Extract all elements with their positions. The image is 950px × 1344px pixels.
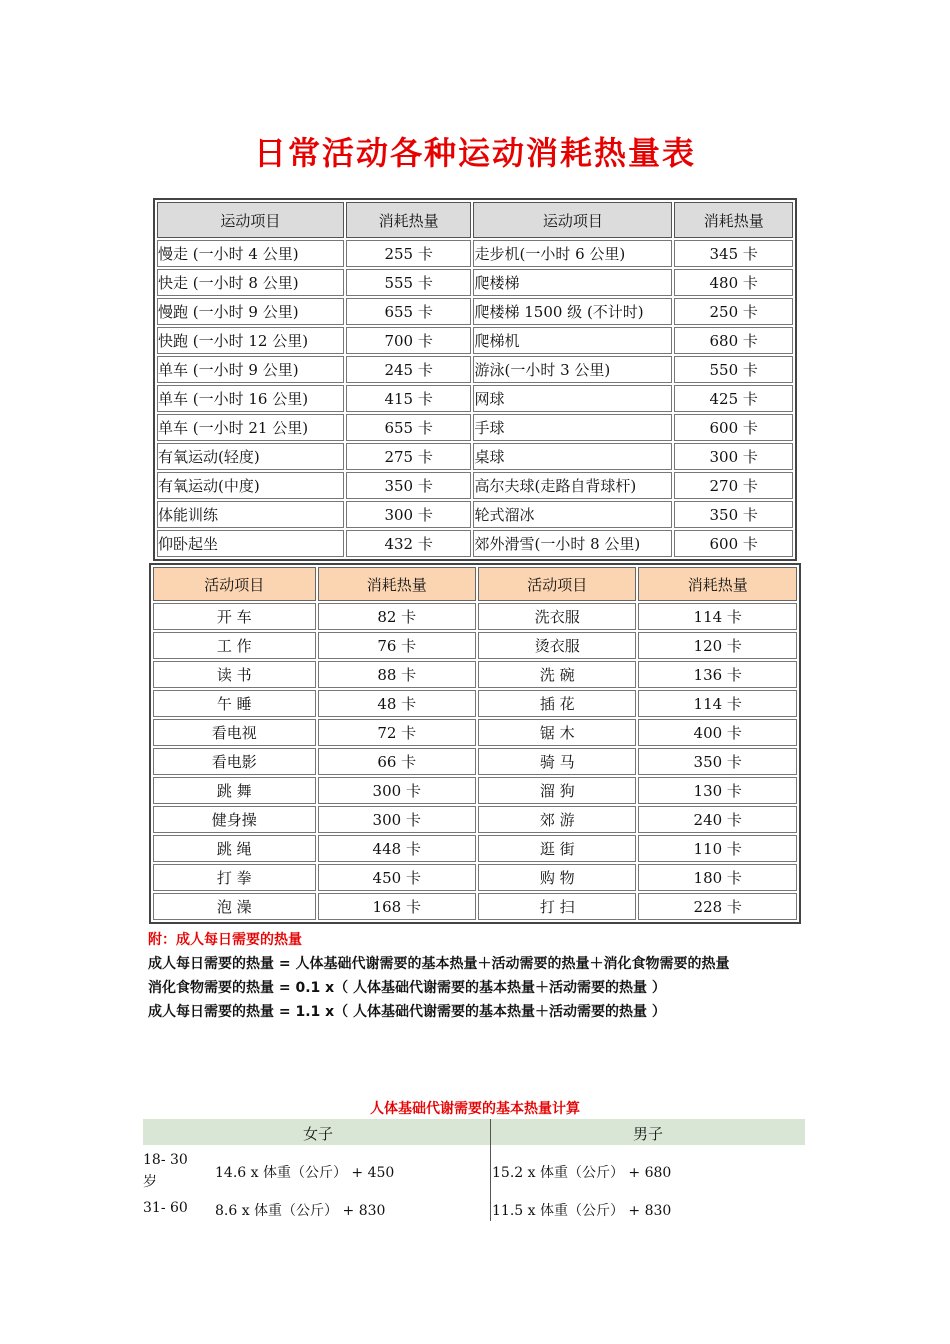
activity-cell: 锯 木 [478, 719, 636, 746]
calorie-cell: 136 卡 [638, 661, 797, 688]
column-header: 运动项目 [473, 202, 672, 238]
exercise-calorie-table [153, 198, 797, 561]
daily-calorie-notes [148, 928, 808, 1024]
activity-cell: 快走 (一小时 8 公里) [157, 269, 344, 296]
age-range: 18- 30 岁 [143, 1152, 188, 1190]
activity-cell: 烫衣服 [478, 632, 636, 659]
table-row [157, 298, 793, 325]
activity-cell: 慢走 (一小时 4 公里) [157, 240, 344, 267]
activity-cell: 快跑 (一小时 12 公里) [157, 327, 344, 354]
female-formula: 8.6 x 体重（公斤） + 830 [215, 1203, 386, 1219]
notes-heading: 附：成人每日需要的热量 [148, 932, 302, 948]
activity-cell: 单车 (一小时 9 公里) [157, 356, 344, 383]
calorie-cell: 655 卡 [346, 298, 472, 325]
calorie-cell: 66 卡 [318, 748, 476, 775]
bmr-table-header [143, 1119, 805, 1145]
calorie-cell: 120 卡 [638, 632, 797, 659]
activity-cell: 桌球 [473, 443, 672, 470]
activity-cell: 游泳(一小时 3 公里) [473, 356, 672, 383]
table-row [153, 864, 797, 891]
activity-cell: 洗 碗 [478, 661, 636, 688]
activity-cell: 仰卧起坐 [157, 530, 344, 557]
activity-cell: 网球 [473, 385, 672, 412]
activity-cell: 有氧运动(轻度) [157, 443, 344, 470]
table-row [157, 501, 793, 528]
column-header: 活动项目 [478, 567, 636, 601]
activity-cell: 洗衣服 [478, 603, 636, 630]
activity-cell: 午 睡 [153, 690, 316, 717]
activity-cell: 跳 舞 [153, 777, 316, 804]
table-row [157, 385, 793, 412]
calorie-cell: 450 卡 [318, 864, 476, 891]
column-header: 消耗热量 [674, 202, 793, 238]
calorie-cell: 555 卡 [346, 269, 472, 296]
table-row [157, 414, 793, 441]
calorie-cell: 550 卡 [674, 356, 793, 383]
activity-cell: 看电影 [153, 748, 316, 775]
calorie-cell: 350 卡 [674, 501, 793, 528]
calorie-cell: 245 卡 [346, 356, 472, 383]
activity-cell: 打 扫 [478, 893, 636, 920]
activity-cell: 爬楼梯 [473, 269, 672, 296]
calorie-cell: 448 卡 [318, 835, 476, 862]
table-row [157, 443, 793, 470]
calorie-cell: 114 卡 [638, 690, 797, 717]
table-row [153, 632, 797, 659]
calorie-cell: 425 卡 [674, 385, 793, 412]
calorie-cell: 88 卡 [318, 661, 476, 688]
activity-cell: 看电视 [153, 719, 316, 746]
calorie-cell: 228 卡 [638, 893, 797, 920]
table-row [153, 748, 797, 775]
calorie-cell: 300 卡 [318, 777, 476, 804]
calorie-cell: 130 卡 [638, 777, 797, 804]
column-divider [490, 1119, 491, 1221]
column-header: 消耗热量 [346, 202, 472, 238]
table-header-row [157, 202, 793, 238]
table-row [157, 269, 793, 296]
activity-cell: 工 作 [153, 632, 316, 659]
calorie-cell: 110 卡 [638, 835, 797, 862]
activity-calorie-table [149, 563, 801, 924]
calorie-cell: 48 卡 [318, 690, 476, 717]
header-female: 女子 [303, 1125, 334, 1143]
table-row [153, 661, 797, 688]
activity-cell: 郊 游 [478, 806, 636, 833]
calorie-cell: 300 卡 [318, 806, 476, 833]
activity-cell: 爬梯机 [473, 327, 672, 354]
activity-cell: 读 书 [153, 661, 316, 688]
calorie-cell: 82 卡 [318, 603, 476, 630]
activity-cell: 打 拳 [153, 864, 316, 891]
calorie-cell: 350 卡 [638, 748, 797, 775]
table-row [157, 472, 793, 499]
table-row [153, 603, 797, 630]
table-header-row [153, 567, 797, 601]
activity-cell: 购 物 [478, 864, 636, 891]
calorie-cell: 680 卡 [674, 327, 793, 354]
table-row [153, 835, 797, 862]
header-male: 男子 [633, 1125, 664, 1143]
activity-cell: 有氧运动(中度) [157, 472, 344, 499]
table-row [153, 719, 797, 746]
activity-cell: 插 花 [478, 690, 636, 717]
activity-cell: 单车 (一小时 21 公里) [157, 414, 344, 441]
calorie-cell: 168 卡 [318, 893, 476, 920]
activity-cell: 健身操 [153, 806, 316, 833]
notes-formula-digestion: 消化食物需要的热量 = 0.1 x（ 人体基础代谢需要的基本热量＋活动需要的热量 ） [148, 980, 666, 996]
table-row [157, 530, 793, 557]
activity-cell: 体能训练 [157, 501, 344, 528]
table-row [157, 240, 793, 267]
calorie-cell: 240 卡 [638, 806, 797, 833]
page-title: 日常活动各种运动消耗热量表 [253, 134, 696, 172]
table-row [153, 777, 797, 804]
male-formula: 15.2 x 体重（公斤） + 680 [492, 1165, 672, 1181]
calorie-cell: 700 卡 [346, 327, 472, 354]
calorie-cell: 76 卡 [318, 632, 476, 659]
calorie-cell: 250 卡 [674, 298, 793, 325]
calorie-cell: 275 卡 [346, 443, 472, 470]
table-row [153, 806, 797, 833]
column-header: 消耗热量 [318, 567, 476, 601]
calorie-cell: 345 卡 [674, 240, 793, 267]
activity-cell: 郊外滑雪(一小时 8 公里) [473, 530, 672, 557]
bmr-table-title: 人体基础代谢需要的基本热量计算 [370, 1101, 580, 1117]
female-formula: 14.6 x 体重（公斤） + 450 [215, 1165, 395, 1181]
notes-formula-total: 成人每日需要的热量 = 人体基础代谢需要的基本热量＋活动需要的热量＋消化食物需要的热量 [148, 956, 730, 972]
notes-formula-simplified: 成人每日需要的热量 = 1.1 x（ 人体基础代谢需要的基本热量＋活动需要的热量 ） [148, 1004, 666, 1020]
table-row [157, 356, 793, 383]
calorie-cell: 415 卡 [346, 385, 472, 412]
calorie-cell: 600 卡 [674, 530, 793, 557]
calorie-cell: 114 卡 [638, 603, 797, 630]
activity-cell: 泡 澡 [153, 893, 316, 920]
activity-cell: 轮式溜冰 [473, 501, 672, 528]
calorie-cell: 300 卡 [674, 443, 793, 470]
activity-cell: 慢跑 (一小时 9 公里) [157, 298, 344, 325]
table-row [153, 690, 797, 717]
calorie-cell: 655 卡 [346, 414, 472, 441]
calorie-cell: 255 卡 [346, 240, 472, 267]
calorie-cell: 300 卡 [346, 501, 472, 528]
column-header: 消耗热量 [638, 567, 797, 601]
calorie-cell: 350 卡 [346, 472, 472, 499]
activity-cell: 高尔夫球(走路自背球杆) [473, 472, 672, 499]
activity-cell: 开 车 [153, 603, 316, 630]
column-header: 活动项目 [153, 567, 316, 601]
calorie-cell: 270 卡 [674, 472, 793, 499]
column-header: 运动项目 [157, 202, 344, 238]
calorie-cell: 180 卡 [638, 864, 797, 891]
male-formula: 11.5 x 体重（公斤） + 830 [492, 1203, 672, 1219]
activity-cell: 手球 [473, 414, 672, 441]
calorie-cell: 480 卡 [674, 269, 793, 296]
activity-cell: 跳 绳 [153, 835, 316, 862]
calorie-cell: 72 卡 [318, 719, 476, 746]
activity-cell: 走步机(一小时 6 公里) [473, 240, 672, 267]
activity-cell: 骑 马 [478, 748, 636, 775]
calorie-cell: 432 卡 [346, 530, 472, 557]
activity-cell: 爬楼梯 1500 级 (不计时) [473, 298, 672, 325]
age-range: 31- 60 [143, 1200, 188, 1216]
table-row [157, 327, 793, 354]
activity-cell: 溜 狗 [478, 777, 636, 804]
calorie-cell: 400 卡 [638, 719, 797, 746]
activity-cell: 逛 街 [478, 835, 636, 862]
table-row [153, 893, 797, 920]
calorie-cell: 600 卡 [674, 414, 793, 441]
activity-cell: 单车 (一小时 16 公里) [157, 385, 344, 412]
